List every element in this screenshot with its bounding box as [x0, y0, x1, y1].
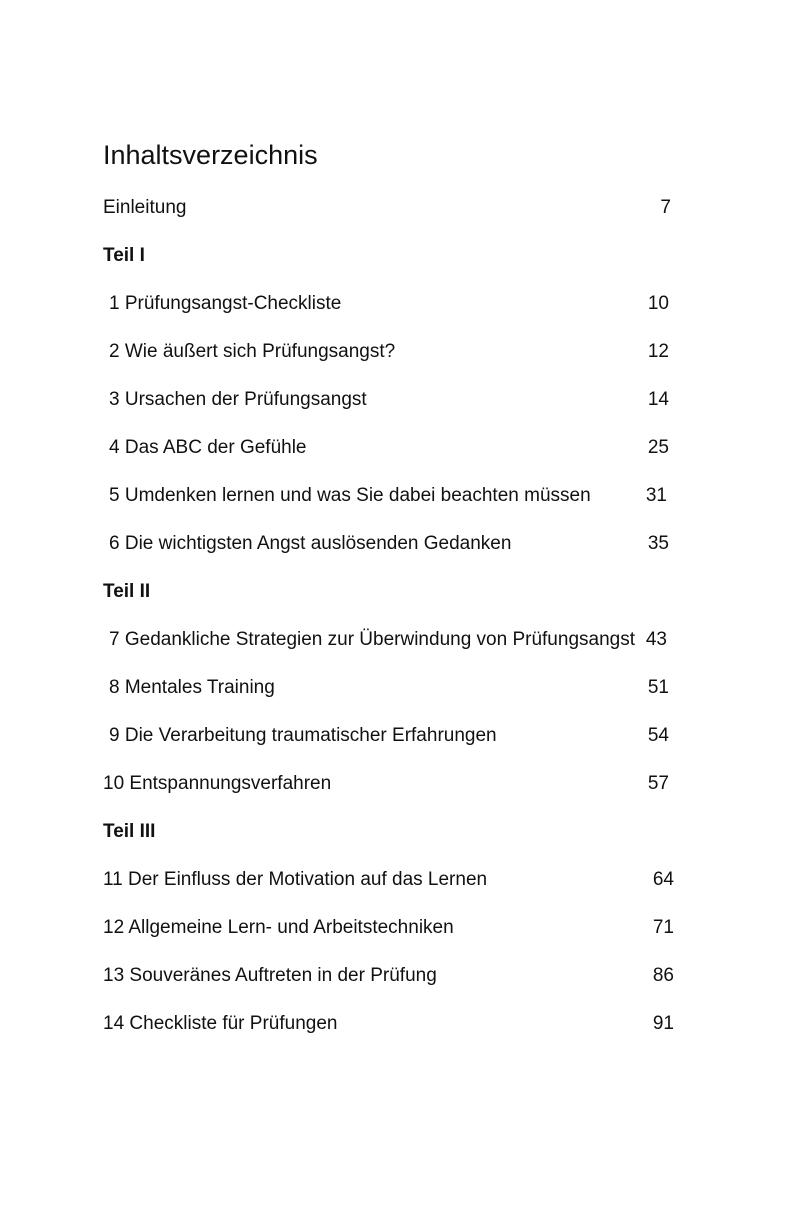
entry-page: 64 — [652, 869, 674, 890]
entry-page: 57 — [647, 773, 669, 794]
entry-page: 7 — [660, 197, 671, 218]
part-label: Teil III — [103, 821, 156, 842]
entry-label: 12 Allgemeine Lern- und Arbeitstechniken — [103, 917, 454, 938]
entry-page: 43 — [645, 629, 667, 650]
entry-label: Einleitung — [103, 197, 187, 218]
entry-page: 31 — [645, 485, 667, 506]
entry-label: 1 Prüfungsangst-Checkliste — [109, 293, 342, 314]
entry-label: 10 Entspannungsverfahren — [103, 773, 332, 794]
entry-page: 14 — [647, 389, 669, 410]
entry-page: 12 — [647, 341, 669, 362]
entry-page: 10 — [647, 293, 669, 314]
entry-page: 71 — [652, 917, 674, 938]
entry-page: 25 — [647, 437, 669, 458]
part-label: Teil I — [103, 245, 145, 266]
entry-label: 7 Gedankliche Strategien zur Überwindung von Prüfungsangst — [109, 629, 635, 650]
entry-label: 2 Wie äußert sich Prüfungsangst? — [109, 341, 396, 362]
entry-label: 11 Der Einfluss der Motivation auf das Lernen — [103, 869, 488, 890]
entry-page: 35 — [647, 533, 669, 554]
entry-label: 4 Das ABC der Gefühle — [109, 437, 307, 458]
entry-label: 6 Die wichtigsten Angst auslösenden Gedanken — [109, 533, 512, 554]
entry-label: 8 Mentales Training — [109, 677, 275, 698]
toc-heading: Inhaltsverzeichnis — [103, 140, 318, 170]
entry-page: 54 — [647, 725, 669, 746]
entry-label: 3 Ursachen der Prüfungsangst — [109, 389, 367, 410]
entry-page: 91 — [652, 1013, 674, 1034]
entry-label: 9 Die Verarbeitung traumatischer Erfahrungen — [109, 725, 497, 746]
entry-page: 51 — [647, 677, 669, 698]
entry-label: 14 Checkliste für Prüfungen — [103, 1013, 338, 1034]
entry-label: 13 Souveränes Auftreten in der Prüfung — [103, 965, 437, 986]
entry-label: 5 Umdenken lernen und was Sie dabei beachten müssen — [109, 485, 591, 506]
part-label: Teil II — [103, 581, 151, 602]
entry-page: 86 — [652, 965, 674, 986]
